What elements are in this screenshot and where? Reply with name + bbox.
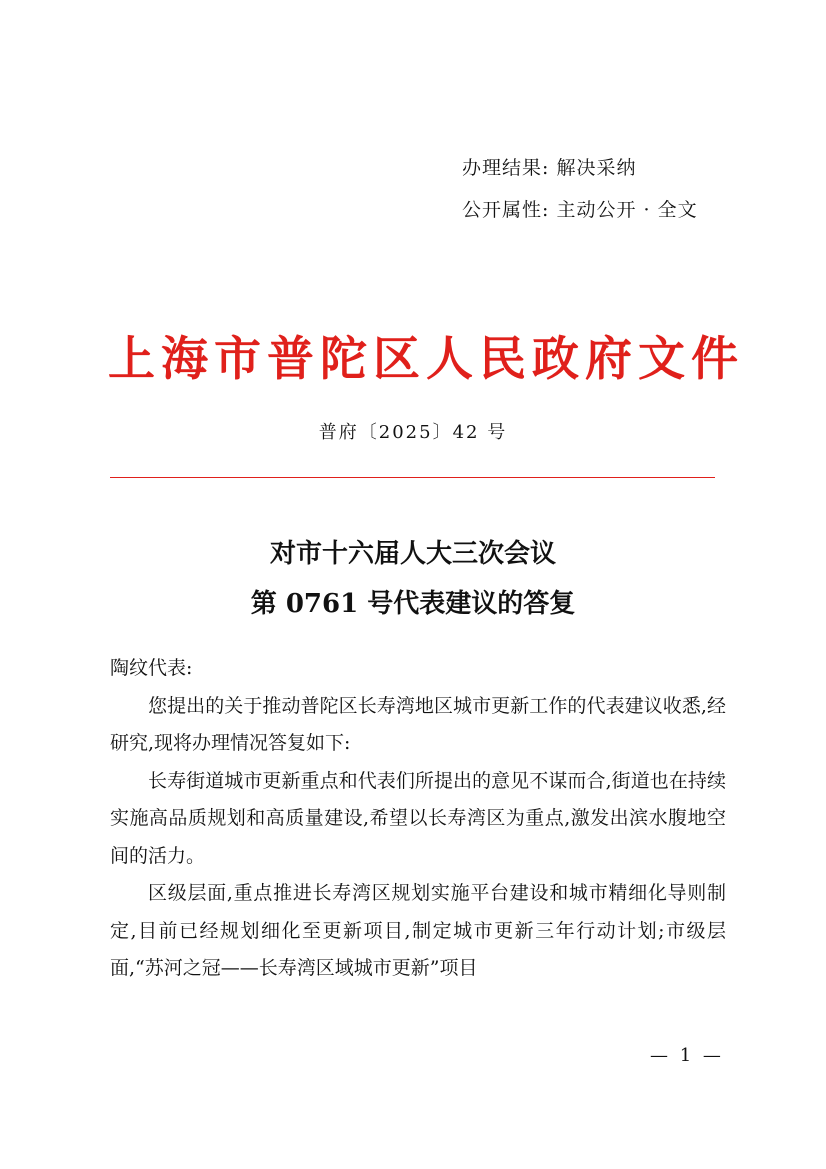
document-number: 普府〔2025〕42 号 — [318, 422, 508, 443]
handling-result-label: 办理结果: — [462, 157, 550, 179]
body-paragraph-1: 您提出的关于推动普陀区长寿湾地区城市更新工作的代表建议收悉,经研究,现将办理情况答复如下: — [110, 694, 726, 754]
disclosure-attribute — [462, 195, 698, 222]
disclosure-value: 主动公开 · 全文 — [556, 199, 698, 221]
handling-result-value: 解决采纳 — [556, 157, 637, 179]
handling-result — [462, 153, 636, 180]
body-paragraph-3: 区级层面,重点推进长寿湾区规划实施平台建设和城市精细化导则制定,目前已经规划细化至更新项目,制定城市更新三年行动计划;市级层面,“苏河之冠——长寿湾区域城市更新”项目 — [110, 882, 726, 979]
document-title-line-1: 对市十六届人大三次会议 — [269, 539, 556, 569]
issuer-title: 上海市普陀区人民政府文件 — [108, 332, 744, 387]
disclosure-label: 公开属性: — [462, 199, 550, 221]
document-body — [110, 650, 726, 988]
document-title-line-2: 第 0761 号代表建议的答复 — [250, 589, 576, 619]
salutation: 陶纹代表: — [110, 657, 193, 679]
red-divider — [110, 477, 715, 478]
page-number: — 1 — — [650, 1045, 724, 1066]
body-paragraph-2: 长寿街道城市更新重点和代表们所提出的意见不谋而合,街道也在持续实施高品质规划和高质量建设,希望以长寿湾区为重点,激发出滨水腹地空间的活力。 — [110, 769, 726, 867]
